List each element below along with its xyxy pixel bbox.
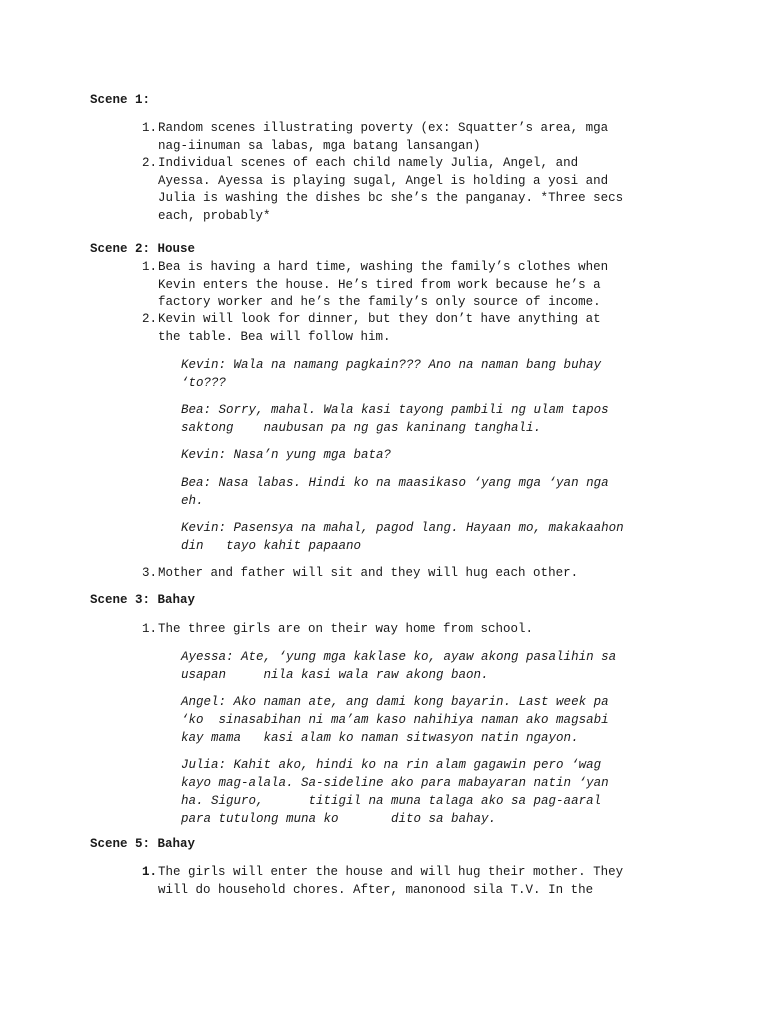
dialog-line: Kevin: Pasensya na mahal, pagod lang. Hayaan mo, makakaahon din tayo kahit papaano <box>181 521 624 553</box>
list-text: Individual scenes of each child namely Julia, Angel, and Ayessa. Ayessa is playing sugal, Angel is holding a yosi and Julia is washing the dishes bc she’s the panganay. *Three secs each, probably* <box>158 156 624 223</box>
dialog-line: Bea: Sorry, mahal. Wala kasi tayong pambili ng ulam tapos saktong naubusan pa ng gas kaninang tanghali. <box>181 403 609 435</box>
list-number: 1. <box>141 865 157 879</box>
list-number: 1. <box>141 622 157 636</box>
list-item <box>135 621 655 639</box>
list-number: 2. <box>141 312 157 326</box>
list-text: The girls will enter the house and will hug their mother. They will do household chores. After, manonood sila T.V. In the <box>158 865 624 897</box>
list-item <box>135 120 655 155</box>
dialog-line: Julia: Kahit ako, hindi ko na rin alam gagawin pero ‘wag kayo mag-alala. Sa-sideline ako para mabayaran natin ‘yan ha. Siguro, titigil na muna talaga ako sa pag-aaral para tutulong muna ko dito sa bahay. <box>181 758 609 826</box>
list-text: Kevin will look for dinner, but they don’t have anything at the table. Bea will follow him. <box>158 312 601 344</box>
list-number: 1. <box>141 121 157 135</box>
dialog-line: Ayessa: Ate, ‘yung mga kaklase ko, ayaw akong pasalihin sa usapan nila kasi wala raw akong baon. <box>181 650 617 682</box>
scene-3-heading: Scene 3: Bahay <box>90 593 196 607</box>
list-text: The three girls are on their way home from school. <box>158 622 534 636</box>
list-text: Bea is having a hard time, washing the family’s clothes when Kevin enters the house. He’s tired from work because he’s a factory worker and he’s the family’s only source of income. <box>158 260 609 309</box>
dialog-line: Kevin: Nasa’n yung mga bata? <box>181 448 392 462</box>
dialog-line: Angel: Ako naman ate, ang dami kong bayarin. Last week pa ‘ko sinasabihan ni ma’am kaso nahihiya naman ako magsabi kay mama kasi alam ko naman sitwasyon natin ngayon. <box>181 695 609 745</box>
list-item <box>135 259 655 312</box>
list-item <box>135 864 655 899</box>
list-number: 2. <box>141 156 157 170</box>
list-item <box>135 311 655 346</box>
dialog-line: Bea: Nasa labas. Hindi ko na maasikaso ‘yang mga ‘yan nga eh. <box>181 476 609 508</box>
list-text: Random scenes illustrating poverty (ex: Squatter’s area, mga nag-iinuman sa labas, mga batang lansangan) <box>158 121 609 153</box>
list-number: 1. <box>141 260 157 274</box>
list-item <box>135 565 655 583</box>
scene-2-heading: Scene 2: House <box>90 242 196 256</box>
list-number: 3. <box>141 566 157 580</box>
list-item <box>135 155 655 225</box>
dialog-line: Kevin: Wala na namang pagkain??? Ano na naman bang buhay ‘to??? <box>181 358 602 390</box>
scene-1-heading: Scene 1: <box>90 93 151 107</box>
scene-5-heading: Scene 5: Bahay <box>90 837 196 851</box>
list-text: Mother and father will sit and they will hug each other. <box>158 566 579 580</box>
